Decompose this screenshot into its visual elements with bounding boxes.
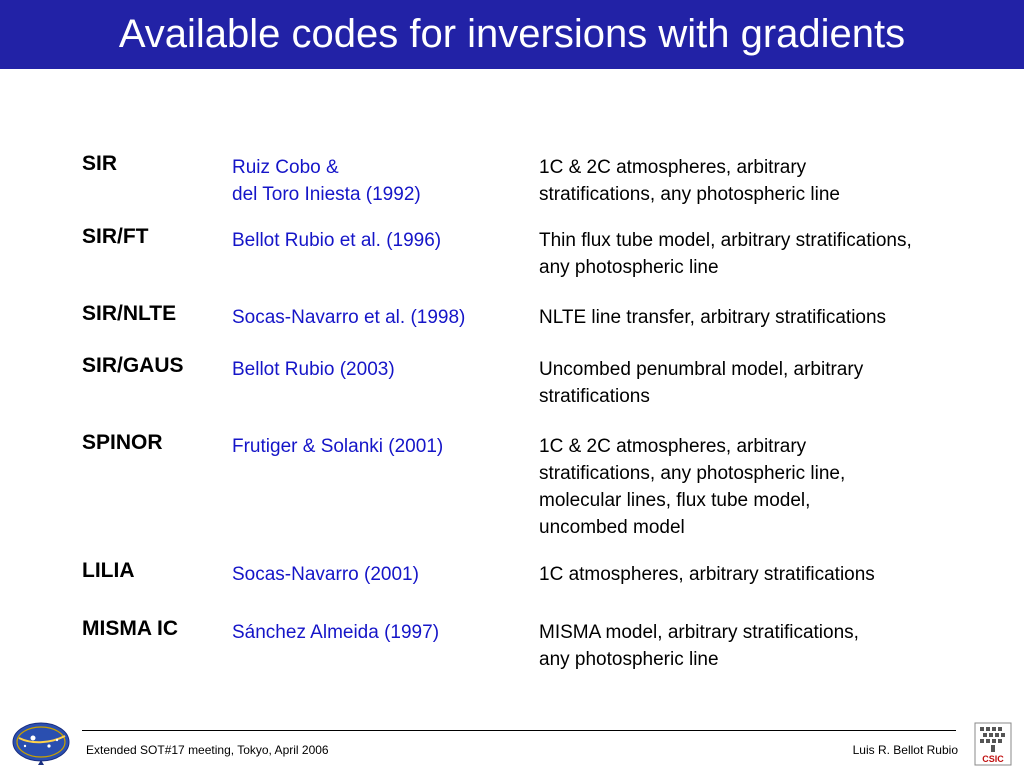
footer-event: Extended SOT#17 meeting, Tokyo, April 2006 — [86, 743, 329, 757]
code-description: Uncombed penumbral model, arbitrary stratifications — [539, 359, 864, 407]
code-description: 1C & 2C atmospheres, arbitrary stratifications, any photospheric line, molecular lines, flux tube model, uncombed model — [539, 436, 846, 538]
code-reference: Bellot Rubio et al. (1996) — [232, 230, 442, 251]
code-name: SIR — [82, 152, 118, 175]
code-reference: Frutiger & Solanki (2001) — [232, 436, 444, 457]
code-description: 1C atmospheres, arbitrary stratifications — [539, 564, 875, 585]
code-description: NLTE line transfer, arbitrary stratifications — [539, 307, 887, 328]
csic-logo-icon — [974, 722, 1012, 766]
code-description: Thin flux tube model, arbitrary stratifications, any photospheric line — [539, 230, 912, 278]
code-name: SPINOR — [82, 431, 163, 454]
code-description: MISMA model, arbitrary stratifications, any photospheric line — [539, 622, 859, 670]
code-reference: Socas-Navarro et al. (1998) — [232, 307, 466, 328]
code-name: SIR/FT — [82, 225, 149, 248]
code-name: SIR/NLTE — [82, 302, 177, 325]
csic-logo-text: CSIC — [982, 754, 1004, 764]
code-reference: Ruiz Cobo & del Toro Iniesta (1992) — [232, 157, 421, 205]
code-reference: Socas-Navarro (2001) — [232, 564, 419, 585]
footer-divider — [82, 730, 956, 731]
code-name: MISMA IC — [82, 617, 179, 640]
code-name: SIR/GAUS — [82, 354, 184, 377]
code-name: LILIA — [82, 559, 135, 582]
footer-author: Luis R. Bellot Rubio — [852, 743, 958, 757]
slide-title: Available codes for inversions with gradients — [118, 12, 906, 56]
iaa-logo-icon — [11, 718, 73, 766]
code-reference: Bellot Rubio (2003) — [232, 359, 395, 380]
code-description: 1C & 2C atmospheres, arbitrary stratifications, any photospheric line — [539, 157, 840, 205]
code-reference: Sánchez Almeida (1997) — [232, 622, 440, 643]
